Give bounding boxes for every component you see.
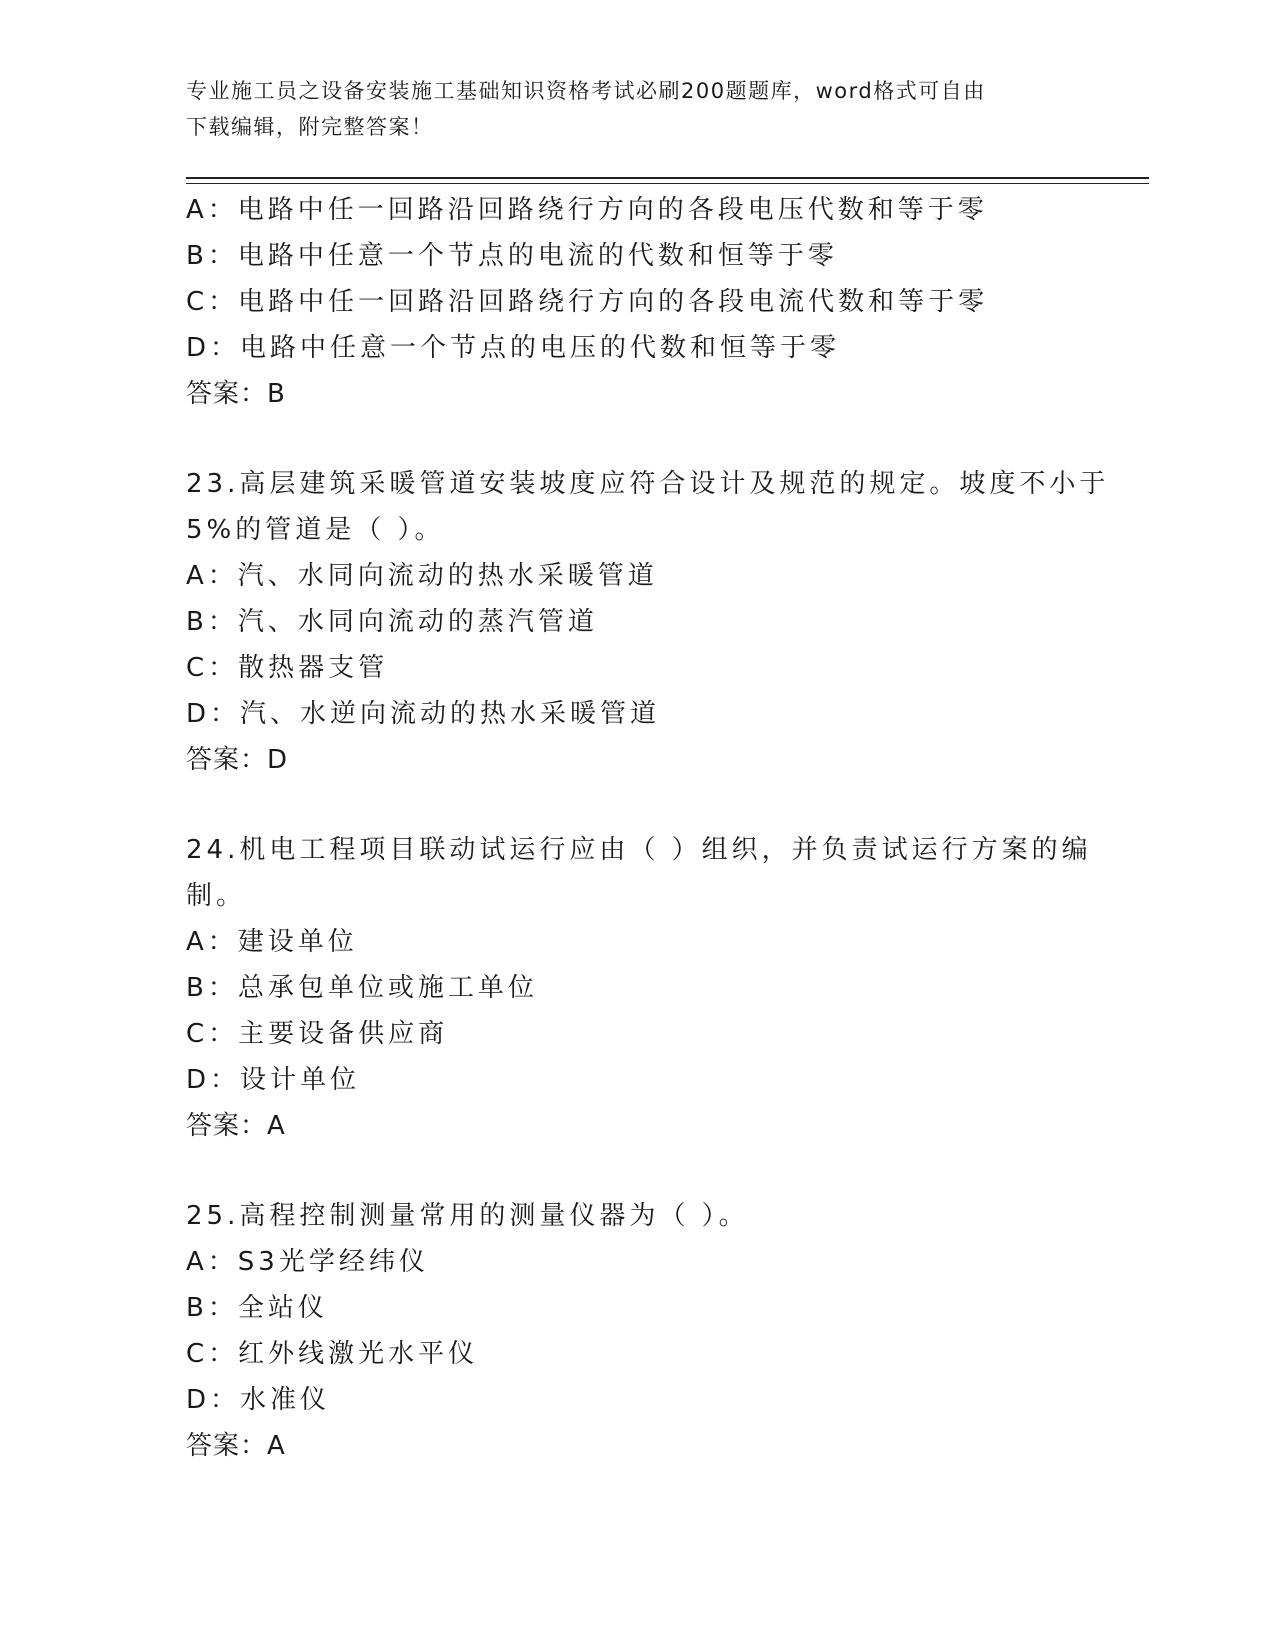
option-a: A：电路中任一回路沿回路绕行方向的各段电压代数和等于零 — [186, 195, 988, 225]
spacer — [186, 1149, 1086, 1193]
answer: 答案：B — [186, 379, 286, 409]
header-divider-thick — [186, 177, 1149, 179]
question-list — [186, 187, 1110, 1469]
header-divider-thin — [186, 183, 1149, 184]
question-25 — [186, 1193, 1086, 1469]
option-c: C：散热器支管 — [186, 653, 389, 683]
spacer — [186, 783, 1086, 827]
option-d: D：设计单位 — [186, 1065, 361, 1095]
answer: 答案：A — [186, 1111, 286, 1141]
question-stem: 23.高层建筑采暖管道安装坡度应符合设计及规范的规定。坡度不小于 — [186, 469, 1110, 499]
option-d: D：电路中任意一个节点的电压的代数和恒等于零 — [186, 333, 841, 363]
option-a: A：汽、水同向流动的热水采暖管道 — [186, 561, 658, 591]
spacer — [186, 417, 1086, 461]
option-d: D：水准仪 — [186, 1385, 331, 1415]
option-c: C：电路中任一回路沿回路绕行方向的各段电流代数和等于零 — [186, 287, 989, 317]
header-line-2: 下载编辑，附完整答案！ — [186, 115, 434, 139]
header-line-1: 专业施工员之设备安装施工基础知识资格考试必刷200题题库，word格式可自由 — [186, 79, 986, 103]
question-24 — [186, 827, 1092, 1149]
option-c: C：主要设备供应商 — [186, 1019, 449, 1049]
question-22 — [186, 187, 1086, 417]
question-stem: 25.高程控制测量常用的测量仪器为（ ）。 — [186, 1201, 749, 1231]
option-b: B：全站仪 — [186, 1293, 328, 1323]
answer: 答案：A — [186, 1431, 286, 1461]
option-b: B：总承包单位或施工单位 — [186, 973, 538, 1003]
option-a: A：S3光学经纬仪 — [186, 1247, 429, 1277]
option-a: A：建设单位 — [186, 927, 358, 957]
question-stem: 24.机电工程项目联动试运行应由（ ）组织，并负责试运行方案的编 — [186, 835, 1092, 865]
option-b: B：汽、水同向流动的蒸汽管道 — [186, 607, 598, 637]
option-c: C：红外线激光水平仪 — [186, 1339, 479, 1369]
question-stem-continued: 制。 — [186, 881, 247, 911]
question-stem-continued: 5%的管道是（ ）。 — [186, 515, 445, 545]
question-23 — [186, 461, 1110, 783]
document-header — [186, 73, 1066, 145]
option-d: D：汽、水逆向流动的热水采暖管道 — [186, 699, 661, 729]
answer: 答案：D — [186, 745, 289, 775]
option-b: B：电路中任意一个节点的电流的代数和恒等于零 — [186, 241, 838, 271]
